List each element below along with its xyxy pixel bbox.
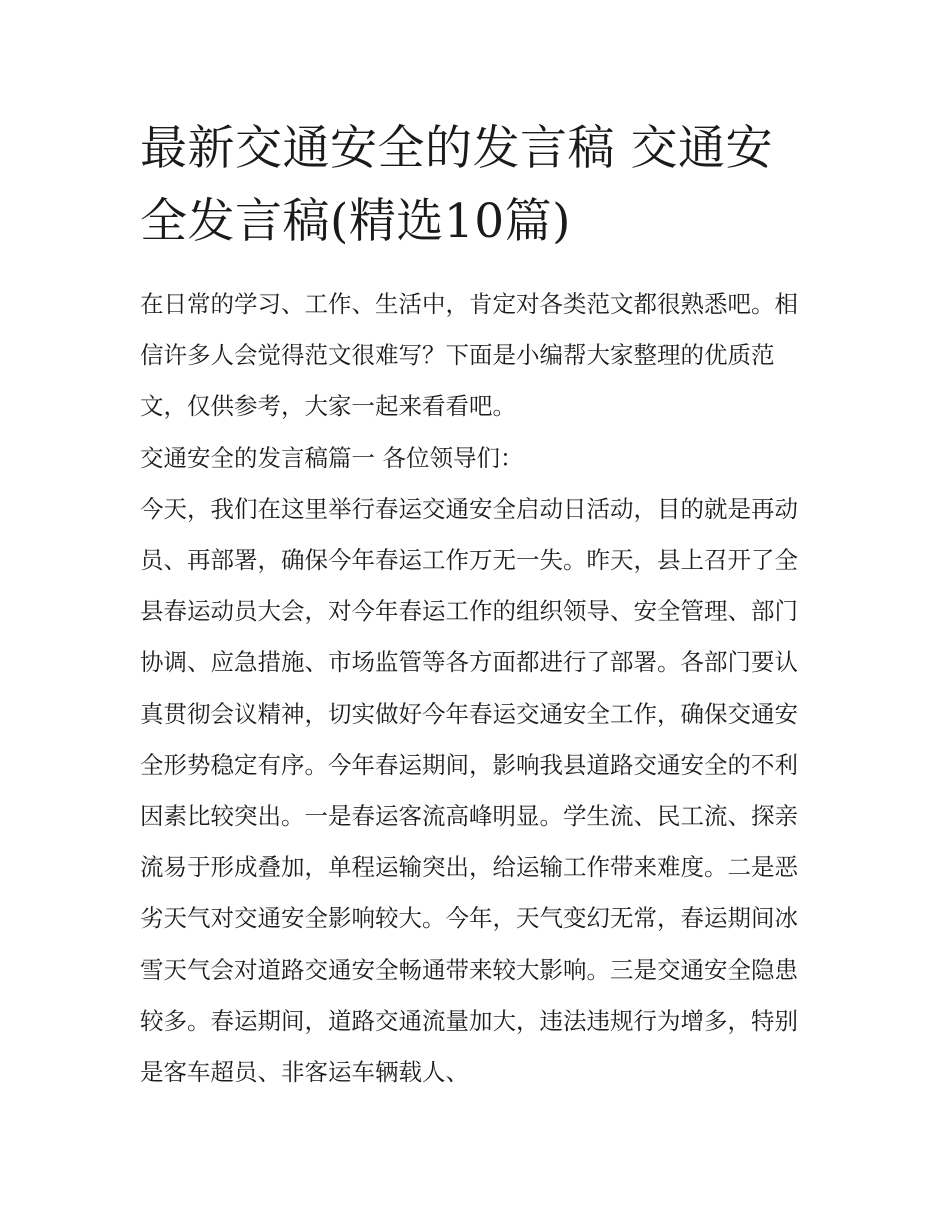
section-heading-paragraph: 交通安全的发言稿篇一 各位领导们：	[140, 443, 524, 472]
intro-paragraph: 在日常的学习、工作、生活中，肯定对各类范文都很熟悉吧。相信许多人会觉得范文很难写？下面是小编帮大家整理的优质范文，仅供参考，大家一起来看看吧。	[140, 290, 798, 421]
document-body	[140, 279, 816, 1098]
speech-paragraph: 今天，我们在这里举行春运交通安全启动日活动，目的就是再动员、再部署，确保今年春运工作万无一失。昨天，县上召开了全县春运动员大会，对今年春运工作的组织领导、安全管理、部门协调、应急措施、市场监管等各方面都进行了部署。各部门要认真贯彻会议精神，切实做好今年春运交通安全工作，确保交通安全形势稳定有序。今年春运期间，影响我县道路交通安全的不利因素比较突出。一是春运客流高峰明显。学生流、民工流、探亲流易于形成叠加，单程运输突出，给运输工作带来难度。二是恶劣天气对交通安全影响较大。今年，天气变幻无常，春运期间冰雪天气会对道路交通安全畅通带来较大影响。三是交通安全隐患较多。春运期间，道路交通流量加大，违法违规行为增多，特别是客车超员、非客运车辆载人、	[140, 494, 798, 1087]
document-title: 最新交通安全的发言稿 交通安全发言稿(精选10篇)	[140, 121, 773, 249]
